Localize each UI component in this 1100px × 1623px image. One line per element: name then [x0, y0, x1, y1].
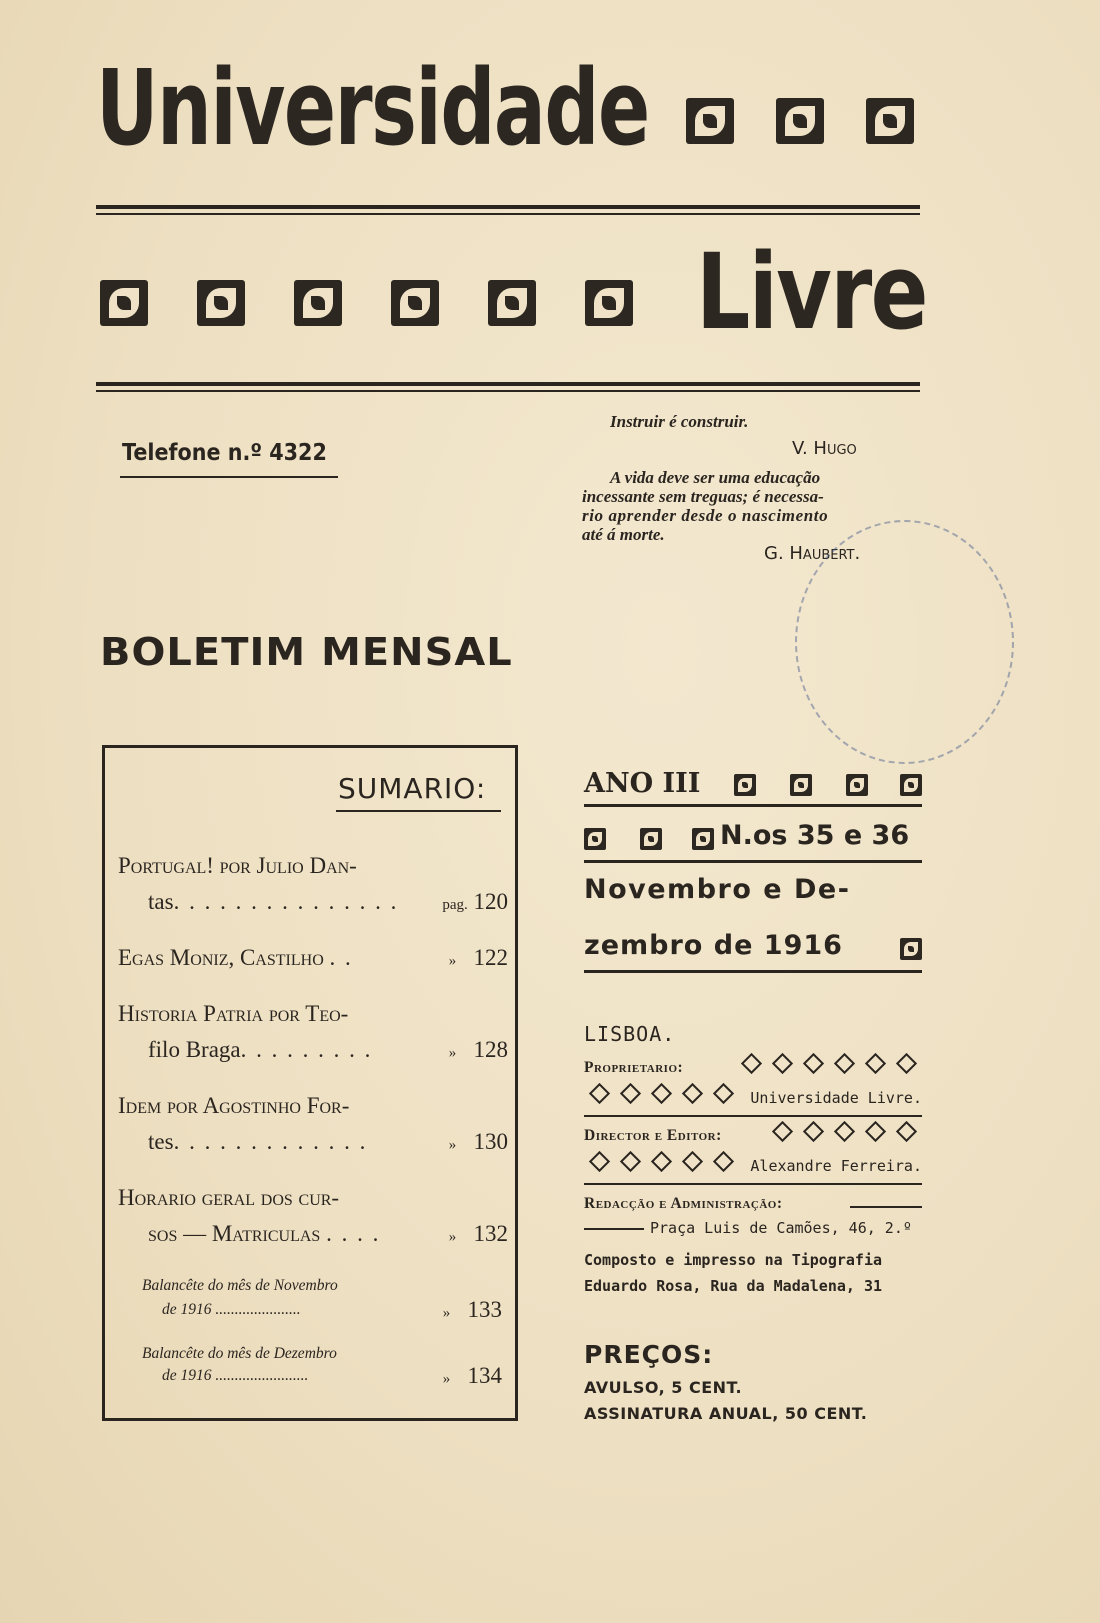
ornament-icon [391, 280, 439, 326]
toc-page-number [449, 1128, 508, 1159]
epigraph-quote-2-line: rio aprender desde o nascimento [582, 506, 829, 525]
owner-label: Proprietario: [584, 1059, 684, 1076]
toc-entry-title: Portugal! por Julio Dan- [118, 853, 357, 878]
toc-entry-3-line1 [118, 1000, 508, 1028]
imprint-director-row [584, 1126, 922, 1147]
ornament-icon [692, 828, 714, 850]
toc-page: 128 [473, 1037, 508, 1062]
toc-entry-title: tas [148, 889, 174, 914]
diamond-icons [584, 1158, 739, 1175]
price-single: AVULSO, 5 CENT. [584, 1378, 743, 1397]
masthead-rule-bottom [96, 382, 920, 386]
toc-entry-4-line2 [118, 1128, 508, 1156]
bulletin-title: BOLETIM MENSAL [100, 630, 513, 674]
ornament-icon [900, 774, 922, 796]
diamond-icons [584, 1090, 739, 1107]
summary-heading: SUMARIO: [338, 772, 487, 805]
printer-line2: Eduardo Rosa, Rua da Madalena, 31 [584, 1277, 883, 1295]
issue-year: ANO III [584, 768, 701, 799]
ornament-icon [100, 280, 148, 326]
diamond-icons [767, 1126, 922, 1147]
ornament-icon [776, 98, 824, 144]
toc-entry-5-line2 [118, 1220, 508, 1248]
toc-entry-1-line2 [118, 888, 508, 916]
toc-entry-title: Idem por Agostinho For- [118, 1093, 350, 1118]
director-label: Director e Editor: [584, 1127, 722, 1144]
imprint-rule-1 [584, 1115, 922, 1117]
epigraph-quote-1: Instruir é construir. [610, 412, 749, 431]
toc-entry-title: Balancête do mês de Novembro [142, 1277, 338, 1294]
ornament-icon [640, 828, 662, 850]
toc-leader-dots: . . [329, 945, 353, 970]
masthead-rule-top [96, 205, 920, 209]
toc-page-number [449, 1220, 508, 1251]
epigraph-quote-2-line: incessante sem treguas; é necessa- [582, 487, 824, 506]
epigraph-quote-2-line: até á morte. [582, 525, 665, 544]
admin-value: Praça Luis de Camões, 46, 2.º [650, 1219, 912, 1237]
imprint-city: LISBOA. [584, 1022, 676, 1046]
issue-rule-3 [584, 970, 922, 973]
toc-page-number [449, 1036, 508, 1067]
epigraph-author-2: G. Haubert. [764, 543, 861, 564]
toc-page: 122 [473, 945, 508, 970]
masthead-rule-bottom-thin [96, 390, 920, 392]
toc-leader-dots: . . . . . . . . . [240, 1037, 373, 1062]
toc-leader-dots: . . . . . . . . . . . . . [173, 1129, 368, 1154]
toc-leader-dots: . . . . . . . . . . . . . . . [173, 889, 399, 914]
masthead-rule-top-thin [96, 213, 920, 215]
toc-page-prefix: » [442, 1305, 451, 1321]
toc-page: 132 [473, 1221, 508, 1246]
director-value: Alexandre Ferreira. [750, 1157, 922, 1175]
toc-page-number [443, 1296, 502, 1327]
toc-entry-5-line1 [118, 1184, 508, 1212]
toc-page-number [449, 944, 508, 975]
masthead-title-line2: Livre [696, 231, 927, 353]
toc-entry-6-line2 [162, 1296, 502, 1324]
ornament-icon [790, 774, 812, 796]
imprint-director-value-row [584, 1156, 922, 1177]
imprint-admin-row [584, 1194, 922, 1214]
toc-page: 120 [473, 889, 508, 914]
toc-entry-title: Egas Moniz, Castilho [118, 945, 324, 970]
ornament-icon [900, 938, 922, 960]
epigraph-author-1: V. Hugo [792, 438, 857, 459]
diamond-icons [736, 1058, 922, 1079]
ornament-icon [197, 280, 245, 326]
toc-page-prefix: » [448, 953, 457, 969]
toc-page: 130 [473, 1129, 508, 1154]
toc-page-prefix: » [448, 1137, 457, 1153]
ornament-icon [585, 280, 633, 326]
issue-rule-2 [584, 860, 922, 863]
toc-entry-3-line2 [118, 1036, 508, 1064]
admin-label: Redacção e Administração: [584, 1195, 783, 1212]
imprint-rule-2 [584, 1183, 922, 1185]
admin-dash [584, 1228, 644, 1230]
toc-page-prefix: pag. [442, 897, 468, 913]
ornament-icon [734, 774, 756, 796]
toc-entry-title: Horario geral dos cur- [118, 1185, 340, 1210]
toc-entry-7-line2 [162, 1362, 502, 1390]
imprint-owner-value-row [584, 1088, 922, 1109]
epigraph-quote-2-line: A vida deve ser uma educação [610, 468, 821, 487]
toc-entry-1-line1 [118, 852, 508, 880]
issue-rule-1 [584, 804, 922, 807]
toc-entry-4-line1 [118, 1092, 508, 1120]
issue-number: N.os 35 e 36 [720, 820, 910, 851]
issue-date-line1: Novembro e De- [584, 874, 851, 905]
toc-leader-dots: . . . . [326, 1221, 381, 1246]
telephone: Telefone n.º 4322 [122, 440, 327, 466]
printer-line1: Composto e impresso na Tipografia [584, 1251, 883, 1269]
toc-page-prefix: » [442, 1371, 451, 1387]
ornament-icon [294, 280, 342, 326]
ornament-icon [686, 98, 734, 144]
toc-entry-title: sos — Matriculas [148, 1221, 321, 1246]
masthead-title-line1: Universidade [96, 47, 649, 169]
toc-entry-title: de 1916 [162, 1367, 212, 1384]
ornament-icon [866, 98, 914, 144]
toc-entry-title: de 1916 [162, 1301, 212, 1318]
toc-entry-2-line1 [118, 944, 508, 972]
issue-date-line2: zembro de 1916 [584, 930, 843, 961]
toc-leader-dots: ...................... [215, 1301, 301, 1318]
postmark-stamp [795, 520, 1014, 764]
imprint-owner-row [584, 1058, 922, 1079]
toc-entry-title: tes [148, 1129, 174, 1154]
prices-heading: PREÇOS: [584, 1340, 714, 1369]
toc-leader-dots: ........................ [215, 1367, 309, 1384]
toc-page: 134 [467, 1363, 502, 1388]
summary-heading-underline [336, 810, 501, 812]
toc-page-prefix: » [448, 1229, 457, 1245]
ornament-icon [584, 828, 606, 850]
toc-page: 133 [467, 1297, 502, 1322]
toc-entry-title: Balancête do mês de Dezembro [142, 1345, 337, 1362]
toc-entry-title: filo Braga [148, 1037, 241, 1062]
ornament-icon [488, 280, 536, 326]
toc-page-number [443, 1362, 502, 1393]
price-annual: ASSINATURA ANUAL, 50 CENT. [584, 1404, 868, 1423]
ornament-icon [846, 774, 868, 796]
toc-entry-title: Historia Patria por Teo- [118, 1001, 349, 1026]
toc-page-number [442, 888, 508, 919]
admin-dash [850, 1206, 922, 1208]
owner-value: Universidade Livre. [750, 1089, 922, 1107]
toc-page-prefix: » [448, 1045, 457, 1061]
telephone-underline [120, 476, 338, 478]
